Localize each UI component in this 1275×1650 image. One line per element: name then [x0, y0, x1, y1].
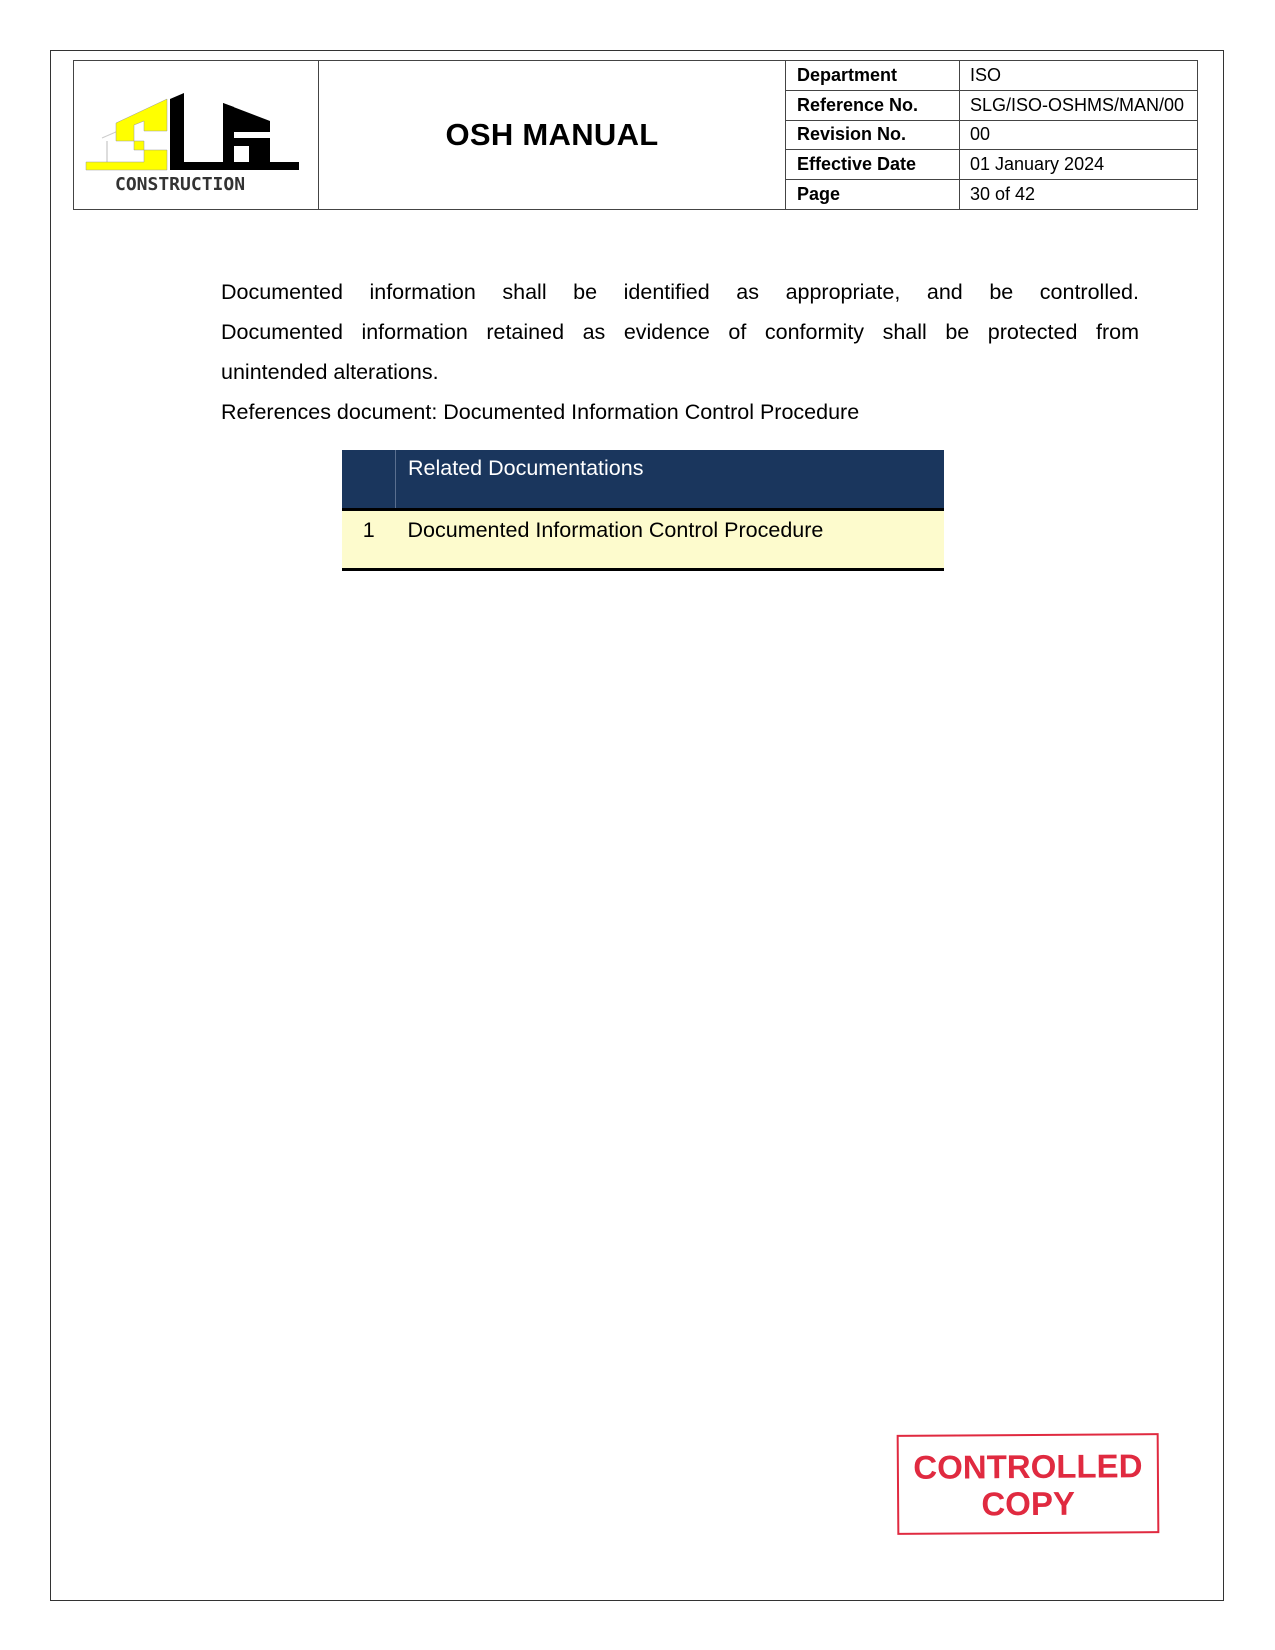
related-documentations-table	[342, 450, 944, 571]
field-label-effective-date: Effective Date	[786, 150, 960, 180]
field-value-department: ISO	[960, 61, 1198, 91]
controlled-copy-stamp	[897, 1433, 1160, 1535]
field-label-reference: Reference No.	[786, 90, 960, 120]
title-cell	[319, 61, 786, 210]
field-label-department: Department	[786, 61, 960, 91]
slg-construction-logo	[84, 81, 309, 196]
field-value-page: 30 of 42	[960, 180, 1198, 210]
field-label-revision: Revision No.	[786, 120, 960, 150]
table-row	[342, 510, 944, 570]
reference-line: References document: Documented Information Control Procedure	[221, 400, 860, 424]
logo-cell	[74, 61, 319, 210]
document-header-table	[73, 60, 1198, 210]
field-value-reference: SLG/ISO-OSHMS/MAN/00	[960, 90, 1198, 120]
body-paragraph	[221, 272, 1139, 432]
stamp-line-2: COPY	[981, 1484, 1076, 1523]
row-title: Documented Information Control Procedure	[396, 510, 945, 570]
document-title: OSH MANUAL	[445, 117, 659, 152]
body-line: Documented information retained as evidence of conformity shall be protected from	[221, 320, 1139, 344]
stamp-line-1: CONTROLLED	[913, 1447, 1143, 1486]
column-header-related-documentations: Related Documentations	[396, 450, 945, 510]
svg-text:CONSTRUCTION: CONSTRUCTION	[115, 174, 246, 195]
body-line: Documented information shall be identified as appropriate, and be controlled.	[221, 280, 1139, 304]
column-header-number	[342, 450, 396, 510]
field-label-page: Page	[786, 180, 960, 210]
body-line: unintended alterations.	[221, 360, 439, 384]
field-value-revision: 00	[960, 120, 1198, 150]
row-number: 1	[342, 510, 396, 570]
field-value-effective-date: 01 January 2024	[960, 150, 1198, 180]
